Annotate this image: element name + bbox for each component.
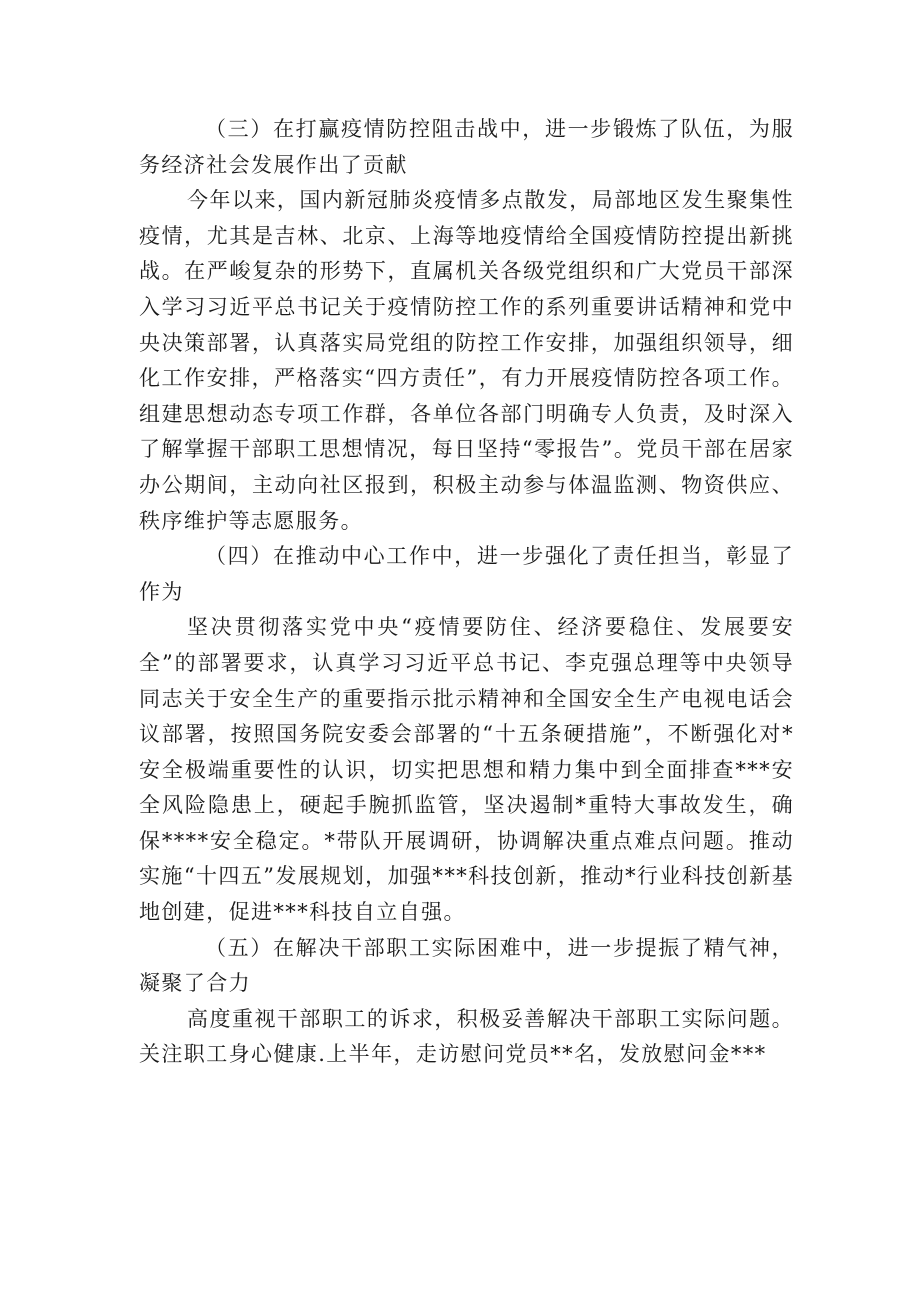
section-heading-4: （四）在推动中心工作中，进一步强化了责任担当，彰显了作为 xyxy=(139,544,794,604)
section-heading-3: （三）在打赢疫情防控阻击战中，进一步锻炼了队伍，为服务经济社会发展作出了贡献 xyxy=(139,117,794,177)
section-paragraph-4: 坚决贯彻落实党中央“疫情要防住、经济要稳住、发展要安全”的部署要求，认真学习习近平总书记、李克强总理等中央领导同志关于安全生产的重要指示批示精神和全国安全生产电视电话会议部署，按照国务院安委会部署的“十五条硬措施”，不断强化对*安全极端重要性的认识，切实把思想和精力集中到全面排查***安全风险隐患上，硬起手腕抓监管，坚决遏制*重特大事故发生，确保****安全稳定。*带队开展调研，协调解决重点难点问题。推动实施“十四五”发展规划，加强***科技创新，推动*行业科技创新基地创建，促进***科技自立自强。 xyxy=(139,615,794,925)
section-paragraph-5: 高度重视干部职工的诉求，积极妥善解决干部职工实际问题。关注职工身心健康.上半年，走访慰问党员**名，发放慰问金*** xyxy=(139,1006,794,1067)
section-heading-5: （五）在解决干部职工实际困难中，进一步提振了精气神，凝聚了合力 xyxy=(139,935,794,996)
section-paragraph-3: 今年以来，国内新冠肺炎疫情多点散发，局部地区发生聚集性疫情，尤其是吉林、北京、上海等地疫情给全国疫情防控提出新挑战。在严峻复杂的形势下，直属机关各级党组织和广大党员干部深入学习习近平总书记关于疫情防控工作的系列重要讲话精神和党中央决策部署，认真落实局党组的防控工作安排，加强组织领导，细化工作安排，严格落实“四方责任”，有力开展疫情防控各项工作。组建思想动态专项工作群，各单位各部门明确专人负责，及时深入了解掌握干部职工思想情况，每日坚持“零报告”。党员干部在居家办公期间，主动向社区报到，积极主动参与体温监测、物资供应、秩序维护等志愿服务。 xyxy=(139,188,794,533)
document-body xyxy=(139,112,794,1073)
